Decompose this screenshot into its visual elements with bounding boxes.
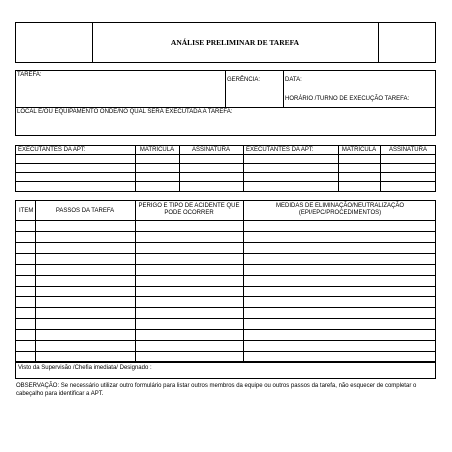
executantes-col-line — [243, 145, 244, 192]
data-label: DATA: — [285, 77, 302, 83]
passos-col-header: PASSOS DA TAREFA — [55, 208, 115, 214]
steps-row-line — [15, 264, 436, 265]
info-divider-gerencia — [225, 70, 226, 107]
matricula-col-header: MATRÍCULA — [341, 147, 377, 153]
item-col-header: ITEM — [19, 208, 34, 214]
steps-row-line — [15, 231, 436, 232]
medidas-col-header: MEDIDAS DE ELIMINAÇÃO/NEUTRALIZAÇÃO (EPI/EPC/PROCEDIMENTOS) — [275, 203, 405, 216]
visto-label: Visto da Supervisão /Chefia imediata/ Designado : — [18, 365, 152, 371]
steps-row-line — [15, 340, 436, 341]
steps-row-line — [15, 242, 436, 243]
steps-row-line — [15, 329, 436, 330]
executantes-row-line — [15, 181, 436, 182]
steps-row-line — [15, 351, 436, 352]
local-label: LOCAL E/OU EQUIPAMENTO ONDE/NO QUAL SERÁ EXECUTADA A TAREFA: — [17, 109, 233, 115]
tarefa-label: TAREFA: — [17, 72, 42, 78]
steps-row-line — [15, 307, 436, 308]
executantes-row-line — [15, 172, 436, 173]
steps-header-line — [15, 220, 436, 221]
info-divider-data — [283, 70, 284, 107]
header-divider-right — [378, 22, 379, 63]
executantes-col-header: EXECUTANTES DA APT: — [18, 147, 86, 153]
steps-row-line — [15, 286, 436, 287]
steps-col-line — [243, 200, 244, 362]
steps-col-line — [135, 200, 136, 362]
steps-row-line — [15, 275, 436, 276]
gerencia-label: GERÊNCIA: — [227, 77, 261, 83]
info-divider-h — [15, 107, 436, 108]
executantes-col-header: EXECUTANTES DA APT: — [246, 147, 314, 153]
perigo-col-header: PERIGO E TIPO DE ACIDENTE QUE PODE OCORRER — [138, 203, 240, 216]
executantes-row-line — [15, 163, 436, 164]
steps-row-line — [15, 296, 436, 297]
steps-table — [15, 200, 436, 362]
observacao-text: OBSERVAÇÃO: Se necessário utilizar outro formulário para listar outros membros da equipe ou outros passos da tarefa, não esquecer de completar o cabeçalho para identificar a APT. — [16, 383, 417, 397]
steps-col-line — [35, 200, 36, 362]
assinatura-col-header: ASSINATURA — [192, 147, 230, 153]
matricula-col-header: MATRÍCULA — [139, 147, 175, 153]
executantes-header-line — [15, 154, 436, 155]
assinatura-col-header: ASSINATURA — [389, 147, 427, 153]
page-title: ANÁLISE PRELIMINAR DE TAREFA — [170, 38, 300, 47]
steps-row-line — [15, 318, 436, 319]
horario-label: HORÁRIO /TURNO DE EXECUÇÃO TAREFA: — [285, 96, 410, 102]
steps-row-line — [15, 253, 436, 254]
